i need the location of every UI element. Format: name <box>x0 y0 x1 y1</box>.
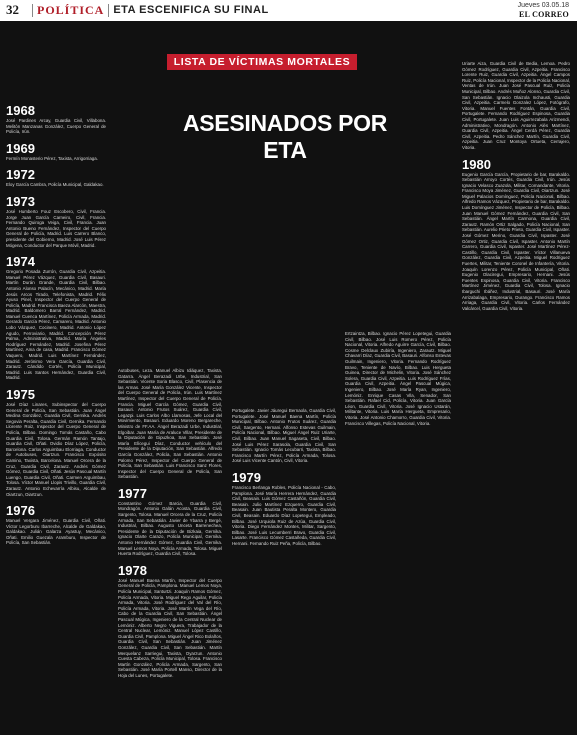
year-heading: 1976 <box>6 503 35 519</box>
victims-entry: Ertzaintza, Bilbao. Ignacio Pérez Lopetegui, Guardia Civil, Bilbao. José Luis Romero Pérez, Policía Nacional, Vitoria. Alfredo Aguirre García, Civil, Bilbao. Cosme Delclaux Zubiría, Ingeniero, Zarautz. Miguel Chavarri Díaz, Guardia Civil, Basauri. Alfonso Estevas Guilmain, Ingeniero, Vitoria. Fernando Rodríguez Bravo, Teniente de Navío, Bilbao. Luis Hergueta Guinea, Director de Michelin, Vitoria. José Sánchez Solera, Guardia Civil, Azpeitia. Luis Rodríguez Frías, Guardia Civil, Azpeitia. Ángel Pascual Múgica, Ingeniero, Bilbao. José María Ryan, Ingeniero, Lemóniz. Enrique Casas Vila, Senador, San Sebastián. Rafael Cid, Policía, Vitoria. Juan García Léon, Guardia Civil, Vitoria. José Ignacio Ustarán, Militante, Vitoria. Luis María Hergueta, Empresario, Vitoria. José Antonio Chamorro, Guardia Civil, Vitoria. Francisco Villegas, Policía Nacional, Vitoria. <box>345 331 451 426</box>
page-number: 32 <box>6 2 19 17</box>
year-heading: 1979 <box>232 469 261 485</box>
victims-entry: José Pardines Arcay, Guardia Civil, Villabona. Melitón Manzanas González, Cuerpo General de Policía, Irún. <box>6 118 106 135</box>
victims-entry: Eugenio García García, Propietario de bar, Barakaldo. Sebastián Arroyo Cortés, Guardia Civil, Irún. Jesús Ignacio Velasco Zuazola, Militar, Comandante, Vitoria. Francisco Moya Jiménez, Guardia Civil, Oiartzun. José Miguel Palacios Domínguez, Policía Nacional, Bilbao. Alfredo Ramos Vázquez, Propietario de bar, Barakaldo. Luis Domínguez Jiménez, Inspector de Policía, Bilbao. Juan Manuel Gómez Fernández, Guardia Civil, San Sebastián. Ángel Martín Carmona, Guardia Civil, Zarautz. Ramón Ortiz Salgado, Policía Nacional, San Sebastián. Aurelio Prieto Prieto, Guardia Civil, Ispaster. José Gómez Merino, Guardia Civil, Ispaster. José Gómez Ortiz, Guardia Civil, Ispaster. Antonio Martín Carrero, Guardia Civil, Ispaster. José Martínez Pérez-Castillo, Guardia Civil, Ispaster. Víctor Villanueva González, Guardia Civil, Azpeitia. Miguel Rodríguez Fuertes, Militar, Teniente Coronel de Infantería, Vitoria. Joaquín Lorenzo Pérez, Policía Municipal, Oñati. Eugenio Olaciregui, Empresario, Hernani. Jesús Fuentes Espinosa, Guardia Civil, Vitoria. Francisco Martínez Jiménez, Guardia Civil, Tolosa. Ignacio Ibarguchi Ibáñez, Industrial, Basauri. José María Arrizabalaga, Empresario, Durango. Francisco Ramos Arriaga, Guardia Civil, Vitoria. Carlos Fernández Valcárcel, Guardia Civil, Vitoria. <box>462 171 570 311</box>
column-3 <box>232 408 336 730</box>
headline: ASESINADOS POR ETA <box>182 110 388 163</box>
column-4 <box>345 331 451 731</box>
victims-entry: Manuel Vergara Jiménez, Guardia Civil, Oñati. Víctor Legorburu Ibarreche, Alcalde de Galdakao, Galdakao. Julián Galarza Ayastuy, Mecánico, Oñati. Emilio Guezala Aramburu, Inspector de Policía, San Sebastián. <box>6 518 106 546</box>
section-label: POLÍTICA <box>37 2 105 17</box>
newspaper-name: EL CORREO <box>518 10 569 19</box>
year-heading: 1975 <box>6 387 35 402</box>
header-divider <box>108 4 109 17</box>
victims-entry: Uriarte Aiza, Guardia Civil de Bedia, Lemoa. Pedro Gómez Rodríguez, Guardia Civil, Azpeitia. Francisco Lorente Ruiz, Guardia Civil, Azpeitia. Ángel Campos Ruiz, Policía Nacional, Inspector de la Policía Nacional, Ventas de Irún. Juan José Pascual Ruiz, Policía Municipal, Bilbao. Andrés Muñoz Alonso, Guardia Civil, San Sebastián. Ignacio Olaizola Inchausti, Guardia Civil, Azpeitia. Carmelo Gonzalez López, Fotógrafo, Vitoria. Manuel Fuentes Fontán, Guardia Civil, Portugalete. Fernando Rodríguez Espinosa, Guardia Civil, Portugalete. Juan Luis Aguirrezabala Arizmendi, Administrativo, Mondragón. Antonio Alés Martínez, Guardia Civil, Azpeitia. Ángel Cerdá Pérez, Guardia Civil, Azpeitia. Pedro Sánchez Martín, Guardia Civil, Azpeitia. Juan Cruz Montoya Ortueta, Cerrajero, Vitoria. <box>462 61 570 150</box>
year-heading: 1968 <box>6 104 35 118</box>
victims-entry: Autobuses, Leza. Manuel Albizu Idiáquez, Taxista, Gatarra. Ángel Berazadi Urbe, Industrial, San Sebastián. Vicente Soria Blasco, Civil, Plasencia de las Armas. José María González Vicente, Inspector del Cuerpo General de Policía, Irún. Luis Martínez Martínez, Inspector del Cuerpo General de Policía, Francia. Miguel García Gómez, Guardia Civil, Basauri. Antonio Frutos Suárez, Guardia Civil, Legazpi. Luis Carlos Albo Llamosas, Jefe Local del Movimiento, Basauri. Eduardo Moreno Bergareche, Ministro de FF.AA. Ángel Berazadi Urbe, Industrial, Elgoibar. Juan María de Araluce Villar, Presidente de la Diputación de Gipuzkoa, San Sebastián. José María Elícegui Díaz, Conductor vehículo del Presidente de la Diputación, San Sebastián. Alfredo García González, Policía, San Sebastián. Antonio Palomo Pérez, Inspector del Cuerpo General de Policía, San Sebastián. Luis Francisco Sanz Flores, Inspector del Cuerpo General de Policía, San Sebastián. <box>118 368 222 480</box>
year-heading: 1972 <box>6 167 35 183</box>
victims-panel <box>0 21 577 735</box>
page-header <box>0 0 577 20</box>
victims-entry: Constantino Gómez Barcia, Guardia Civil, Mondragón. Antonio Galán Acosta, Guardia Civil, Sargento, Tolosa. Manuel Orcera de la Cruz, Policía Armada, San Sebastián. Javier de Ybarra y Bergé, Industrial, Bilbao. Augusto Unceta Barrenechea, Presidente de la Diputación de Bizkaia, Gernika. Ignacio Olarte Carazo, Policía Municipal, Gernika. Antonio Hernández Gómez, Guardia Civil, Gernika. Manuel Lemos Noya, Policía Armada, Tolosa. Miguel Huerta Rodríguez, Guardia Civil, Tolosa. <box>118 500 222 557</box>
year-heading: 1977 <box>118 485 147 501</box>
victims-entry: José Díaz Linares, Subinspector del Cuerpo General de Policía, San Sebastián. Juan Ángel Medina González, Guardia Civil, Gernika. Andrés Segovia Peralta, Guardia Civil, Gernika. Fernando Llorente Roiz, Inspector del Cuerpo General de Policía, Bilbao. Domingo Tomás Castaño, Cabo Guardia Civil, Tolosa. Germán Ramón Tantajo, Guardia Civil, Oñati. Ovidio Díaz López, Policía, Barcelona. Carlos Arguimbau Elorriaga, Conductor de Autobuses, Oiartzun. Francisco Expósito Camino, Taxista, Barcelona. Manuel Orcera de la Cruz, Guardia Civil, Zarautz. Andrés Gómez Gómez, Guardia Civil, Oñati. Jesús Pascual Martín Luengo, Guardia Civil, Oñati. Carmen Arguimbau, Tolosa. Víctor Manuel Llopis Trivillo, Guardia Civil, Zarautz. Antonio Echevarría Albisu, Alcalde de Oiartzun, Oiartzun. <box>6 402 106 497</box>
victims-entry: Francisco Berlanga Robles, Policía Nacional - Cabo, Pamplona. José María Herrera Hernández, Guardia Civil, Beasain. Luis Gómez Castañón, Guardia Civil, Beasain. Julio Martínez Ezquerro, Guardia Civil, Beasain. Juan Bautista Peralta Montero, Guardia Civil, Beasain. Eduardo Díaz Lopetegui, Empleado, Bilbao. José Urquiola Ruiz de Azúa, Guardia Civil, Vitoria. Diego Fernández Montes, Militar, Sargento, Bilbao. José Luis Lecumberri Bravo, Guardia Civil, Lasarte. Francisco Gómez Castañeda, Guardia Civil, Hernani. Fernando Ruiz Peña, Policía, Bilbao. <box>232 484 336 546</box>
victims-entry: José Humberto Fouz Escobero, Civil, Francia. Jorge Juan García Carneiro, Civil, Francia. Fernando Quiroga Veiga, Civil, Francia. Juan Antonio Bueno Fernández, Inspector del Cuerpo General de Policía, Madrid. Luis Carrero Blanco, presidente del Gobierno, Madrid. José Luis Pérez Mógena, Conductor del Parque Móvil, Madrid. <box>6 208 106 248</box>
victims-entry: Eloy García Cambra, Policía Municipal, Galdakao. <box>6 182 104 188</box>
header-divider <box>32 4 33 17</box>
victims-entry: José Manuel Baena Martín, Inspector del Cuerpo General de Policía, Pamplona. Manuel Lemos Noya, Policía Municipal, Santurtzi. Joaquín Ramos Gómez, Policía Armada, Vitoria. Miguel Rego Aguilar, Policía Armada, Vitoria. José Rodríguez del Val del Río, Policía Armada, Vitoria. José Martín Vega del Río, Cabo de la Guardia Civil, San Sebastián. Ángel Pascual Múgica, Ingeniero de la Central Nuclear de Lemóniz. Alberto Negro Viguera, Trabajador de la Central Nuclear, Lemóniz. Manuel López Castillo, Guardia Civil, Pamplona. Miguel Ángel Rico Bolaños, Guardia Civil, San Sebastián. Juan Jiménez González, Guardia Civil, San Sebastián. Martín Merquelanz Sarriegui, Taxista, Oyarzun. Antonio Cuesta Cabeza, Policía Municipal, Tolosa. Francisco Martín González, Policía Armada, Sargento, San Sebastián. José María Portell Manso, Director de la Hoja del Lunes, Portugalete. <box>118 577 222 678</box>
list-tag-label: LISTA DE VÍCTIMAS MORTALES <box>173 56 351 68</box>
section-headline: ETA ESCENIFICA SU FINAL <box>113 4 269 16</box>
victims-entry: Gregorio Posada Zurrón, Guardia Civil, Azpeitia. Manuel Pérez Vázquez, Guardia Civil, Basauri. Martín Durán Grande, Guardia Civil, Bilbao. Antonio Alonso Palacín, Mecánico, Madrid. María Jesús Arcos Tirado, Telefonista, Madrid. Félix Ayuso Pinel, Inspector del Cuerpo General de Policía, Madrid. Francisca Baeza Alarcón, Maestra, Madrid. Baldomero Barral Fernández, Madrid. Manuel Cuenca Martínez, Policía Armada, Madrid. Gerardo García Pérez, Camarero, Madrid. Antonio Lobo Vázquez, Cocinero, Madrid. Antonio López Agudo, Ferroviario, Madrid. Concepción Pérez Palma, Administrativa, Madrid. María Ángeles Rodríguez Fernández, Madrid. Josefina Pérez Martínez, Ama de casa, Madrid. Francisco Gómez Vaquero, Madrid. Luis Martínez Fernández, Madrid. Jerónimo Vera García, Guardia Civil, Zarautz. Cándido Cortés, Policía Municipal, Madrid. Luis Santos Hernández, Guardia Civil, Madrid. <box>6 269 106 381</box>
issue-date: Jueves 03.05.18 <box>517 2 569 9</box>
year-heading: 1978 <box>118 562 147 578</box>
column-5 <box>462 61 570 731</box>
victims-entry: Portugalete. Javier Jáuregui Bernaola, Guardia Civil, Portugalete. José Manuel Baena Martín, Policía Municipal, Bilbao. Antonio Frutos Suárez, Guardia Civil, Sargento, Hernani. Alfonso Estevas Guilmain, Policía Nacional, Bilbao. Miguel Ángel Ruiz Uriarte, Civil, Bilbao. Juan Manuel Sagaseta, Civil, Bilbao. José Luis Pérez Sarasola, Guardia Civil, San Sebastián. Ignacio Tomás Lecubarri, Taxista, Bilbao. Francisco Martín Pérez, Policía Armada, Tolosa. José Luis Vicente Cantón, Civil, Vitoria. <box>232 408 336 464</box>
victims-entry: Fermín Monasterio Pérez, Taxista, Arrigorriaga. <box>6 155 98 161</box>
column-2 <box>118 368 222 730</box>
year-heading: 1973 <box>6 193 35 209</box>
year-heading: 1974 <box>6 254 35 270</box>
column-1 <box>6 104 106 732</box>
header-meta <box>518 1 569 19</box>
year-heading: 1969 <box>6 140 35 156</box>
list-tag <box>167 54 357 70</box>
year-heading: 1980 <box>462 156 491 172</box>
